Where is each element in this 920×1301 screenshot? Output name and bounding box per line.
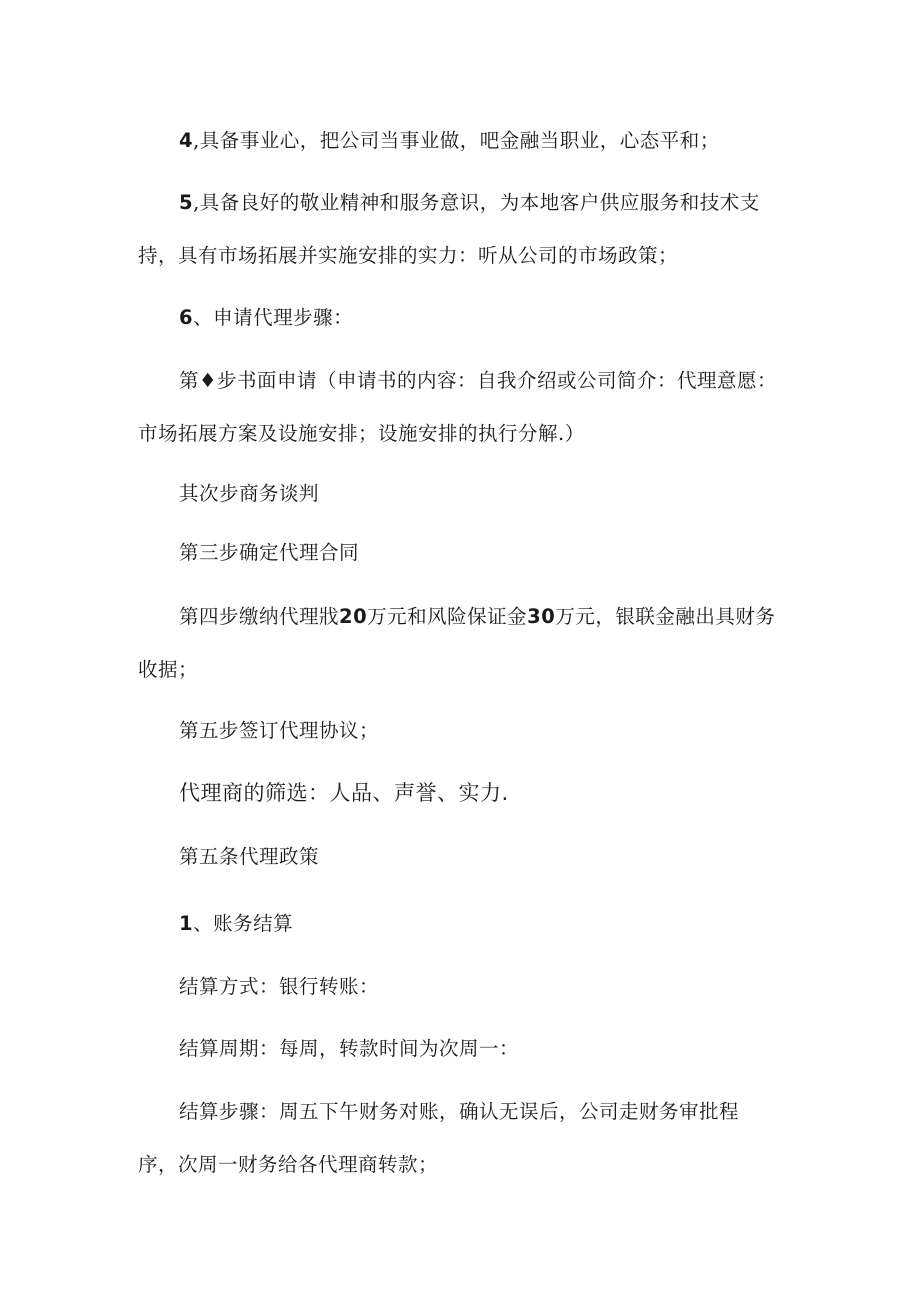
paragraph-text: ,具备良好的敬业精神和服务意识，为本地客户供应服务和技术支持，具有市场拓展并实施安排的实力：听从公司的市场政策； <box>138 191 760 267</box>
paragraph-text: 第♦步书面申请（申请书的内容：自我介绍或公司简介：代理意愿：市场拓展方案及设施安排；设施安排的执行分解.） <box>138 369 777 445</box>
list-number: 5 <box>179 191 194 214</box>
article-five-title <box>138 830 778 883</box>
step-one-paragraph <box>138 354 778 460</box>
step-two-paragraph <box>138 467 778 520</box>
settlement-method <box>138 960 778 1013</box>
selection-heading <box>138 767 778 820</box>
step-three-paragraph <box>138 526 778 579</box>
settlement-period <box>138 1022 778 1075</box>
paragraph-text: 其次步商务谈判 <box>179 482 320 505</box>
paragraph-text: 结算周期：每周，转款时间为次周一： <box>179 1037 520 1060</box>
list-number: 6 <box>179 306 194 329</box>
paragraph-text: 万元和风险保证金 <box>367 605 528 628</box>
paragraph-item-1 <box>138 897 778 950</box>
paragraph-item-6 <box>138 291 778 344</box>
paragraph-text: 万元，银联金融出具财务收据； <box>138 605 776 681</box>
paragraph-text: ,具备事业心，把公司当事业做，吧金融当职业，心态平和； <box>193 129 720 152</box>
paragraph-item-5 <box>138 176 778 282</box>
paragraph-text: 、申请代理步骤： <box>193 306 354 329</box>
paragraph-text: 第五条代理政策 <box>179 845 320 868</box>
paragraph-text: 、账务结算 <box>193 912 294 935</box>
step-five-paragraph <box>138 704 778 757</box>
paragraph-text: 第四步缴纳代理戕 <box>179 605 340 628</box>
heading-text: 代理商的筛选：人品、声誉、实力. <box>179 781 509 805</box>
settlement-steps <box>138 1085 778 1191</box>
amount-number: 20 <box>339 605 368 628</box>
amount-number: 30 <box>527 605 556 628</box>
list-number: 4 <box>179 129 194 152</box>
paragraph-text: 第三步确定代理合同 <box>179 541 360 564</box>
paragraph-item-4 <box>138 114 778 167</box>
list-number: 1 <box>179 912 194 935</box>
paragraph-text: 结算方式：银行转账： <box>179 975 380 998</box>
paragraph-text: 结算步骤：周五下午财务对账，确认无误后，公司走财务审批程序，次周一财务给各代理商转款； <box>138 1100 740 1176</box>
step-four-paragraph <box>138 590 778 696</box>
paragraph-text: 第五步签订代理协议； <box>179 719 380 742</box>
